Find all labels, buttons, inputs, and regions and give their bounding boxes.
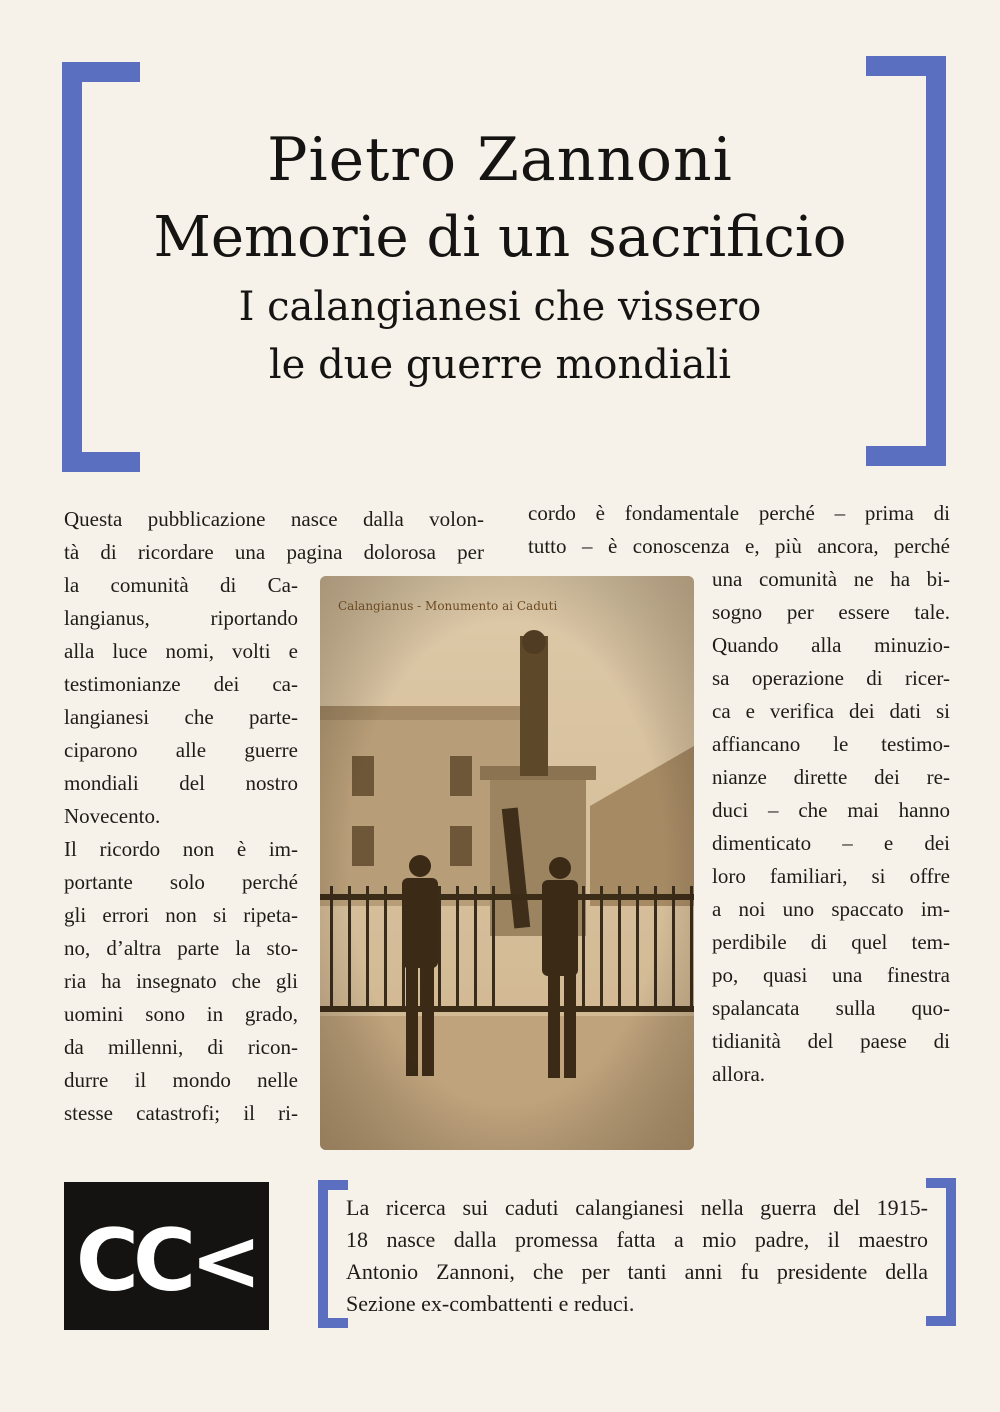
text-line: portante solo perché [64,870,298,894]
left-column-narrow [64,569,298,1130]
publisher-logo [64,1182,269,1330]
text-line: alla luce nomi, volti e [64,639,298,663]
text-line: sa operazione di ricer- [712,666,950,690]
text-line: langianus, riportando [64,606,298,630]
text-line: po, quasi una finestra [712,963,950,987]
quote-line: Sezione ex-combattenti e reduci. [346,1291,635,1316]
text-line: Il ricordo non è im- [64,837,298,861]
quote-line: 18 nasce dalla promessa fatta a mio padre, il maestro [346,1227,928,1252]
text-line: langianesi che parte- [64,705,298,729]
author-name: Pietro Zannoni [267,125,733,195]
text-line: loro familiari, si offre [712,864,950,888]
text-line: una comunità ne ha bi- [712,567,950,591]
text-line: affiancano le testimo- [712,732,950,756]
text-line: no, d’altra parte la sto- [64,936,298,960]
cover-title-block [120,122,880,394]
text-line: Quando alla minuzio- [712,633,950,657]
text-line: ria ha insegnato che gli [64,969,298,993]
text-line: testimonianze dei ca- [64,672,298,696]
book-title: Memorie di un sacrificio [153,205,847,270]
text-line: ciparono alle guerre [64,738,298,762]
text-line: durre il mondo nelle [64,1068,298,1092]
text-line: mondiali del nostro [64,771,298,795]
text-line: allora. [712,1062,766,1086]
text-line: Questa pubblicazione nasce dalla volon- [64,507,484,531]
right-column-top [528,497,950,563]
text-line: tidianità del paese di [712,1029,950,1053]
text-line: perdibile di quel tem- [712,930,950,954]
text-line: tutto – è conoscenza e, più ancora, perché [528,534,950,558]
book-subtitle-line-1: I calangianesi che vissero [238,284,762,330]
vintage-postcard-photo [320,576,694,1150]
text-line: duci – che mai hanno [712,798,950,822]
text-line: sogno per essere tale. [712,600,950,624]
text-line: gli errori non si ripeta- [64,903,298,927]
text-line: cordo è fondamentale perché – prima di [528,501,950,525]
quote-line: Antonio Zannoni, che per tanti anni fu presidente della [346,1259,928,1284]
quote-line: La ricerca sui caduti calangianesi nella guerra del 1915- [346,1195,928,1220]
text-line: da millenni, di ricon- [64,1035,298,1059]
text-line: la comunità di Ca- [64,573,298,597]
left-column-top [64,503,484,569]
text-line: nianze dirette dei re- [712,765,950,789]
text-line: uomini sono in grado, [64,1002,298,1026]
text-line: ca e verifica dei dati si [712,699,950,723]
postcard-caption: Calangianus - Monumento ai Caduti [338,599,558,613]
right-column-narrow [712,563,950,1091]
text-line: tà di ricordare una pagina dolorosa per [64,540,484,564]
book-subtitle-line-2: le due guerre mondiali [268,342,732,388]
text-line: dimenticato – e dei [712,831,950,855]
text-line: stesse catastrofi; il ri- [64,1101,298,1125]
publisher-logo-text: CC< [75,1211,257,1311]
text-line: a noi uno spaccato im- [712,897,950,921]
back-cover-quote [346,1192,928,1320]
text-line: Novecento. [64,804,161,828]
text-line: spalancata sulla quo- [712,996,950,1020]
